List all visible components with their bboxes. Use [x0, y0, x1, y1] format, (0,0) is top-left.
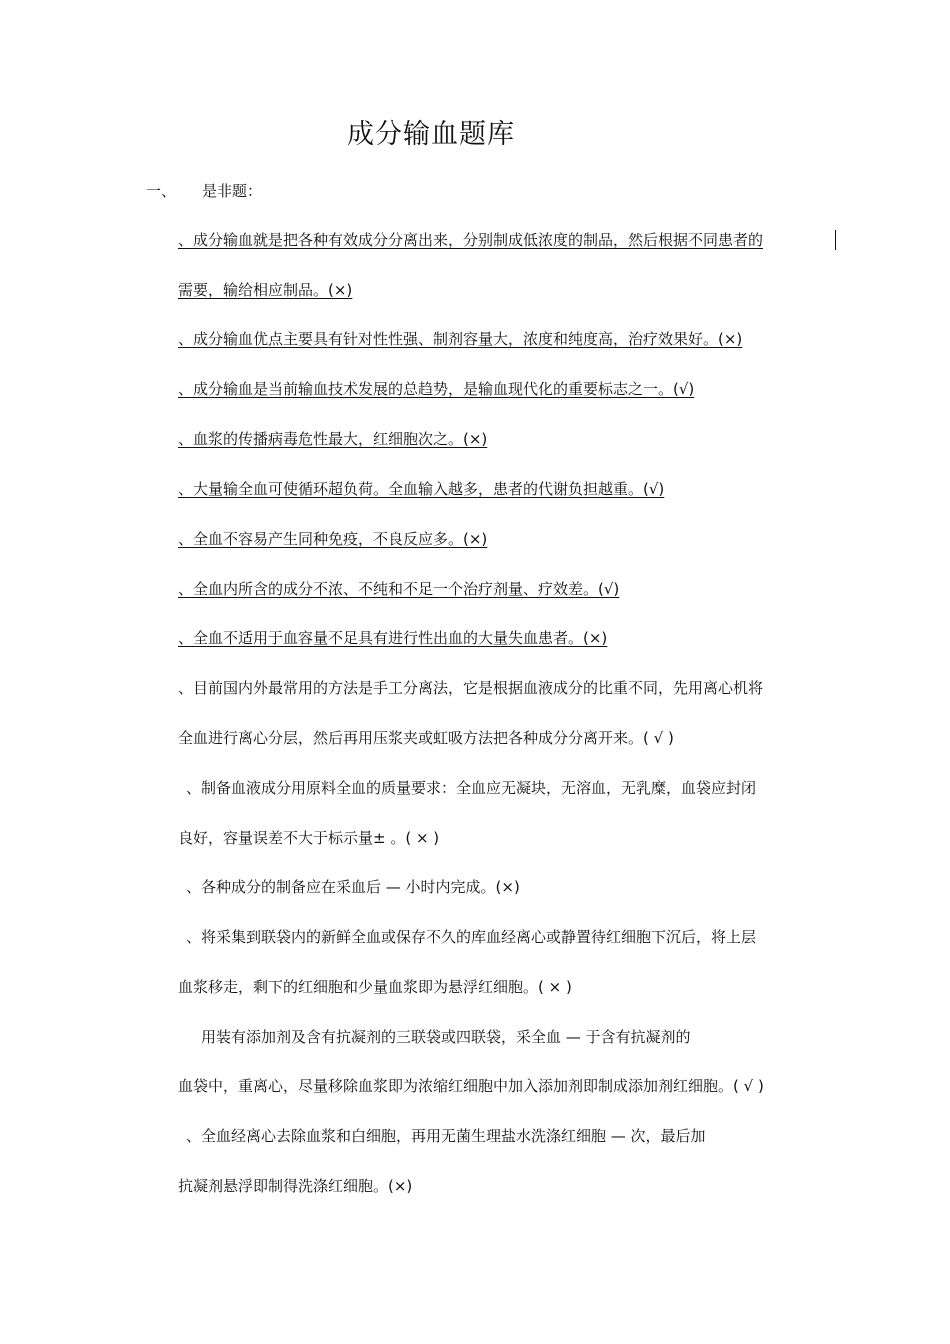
question-line-7: 、全血不容易产生同种免疫，不良反应多。(×): [178, 530, 488, 548]
question-line-6: 、大量输全血可使循环超负荷。全血输入越多，患者的代谢负担越重。(√): [178, 480, 665, 498]
question-line-14: 、各种成分的制备应在采血后 — 小时内完成。(×): [186, 878, 520, 896]
question-line-17: 用装有添加剂及含有抗凝剂的三联袋或四联袋，采全血 — 于含有抗凝剂的: [201, 1028, 691, 1046]
text-cursor: [835, 230, 836, 250]
page-title: 成分输血题库: [347, 119, 515, 150]
question-line-20: 抗凝剂悬浮即制得洗涤红细胞。(×): [178, 1177, 413, 1195]
question-line-10: 、目前国内外最常用的方法是手工分离法，它是根据血液成分的比重不同，先用离心机将: [178, 679, 764, 697]
question-line-13: 良好，容量误差不大于标示量± 。( × ): [178, 829, 440, 847]
question-line-16: 血浆移走，剩下的红细胞和少量血浆即为悬浮红细胞。( × ): [178, 978, 572, 996]
question-line-8: 、全血内所含的成分不浓、不纯和不足一个治疗剂量、疗效差。(√): [178, 580, 620, 598]
question-line-9: 、全血不适用于血容量不足具有进行性出血的大量失血患者。(×): [178, 629, 608, 647]
question-line-4: 、成分输血是当前输血技术发展的总趋势，是输血现代化的重要标志之一。(√): [178, 380, 695, 398]
question-line-3: 、成分输血优点主要具有针对性性强、制剂容量大，浓度和纯度高，治疗效果好。(×): [178, 330, 743, 348]
section-number: 一、: [146, 182, 177, 200]
question-line-18: 血袋中，重离心，尽量移除血浆即为浓缩红细胞中加入添加剂即制成添加剂红细胞。( √ ): [178, 1077, 764, 1095]
question-line-19: 、全血经离心去除血浆和白细胞，再用无菌生理盐水洗涤红细胞 — 次，最后加: [186, 1127, 706, 1145]
question-line-11: 全血进行离心分层，然后再用压浆夹或虹吸方法把各种成分分离开来。( √ ): [178, 729, 674, 747]
question-line-2: 需要，输给相应制品。(×): [178, 281, 353, 299]
question-line-1: 、成分输血就是把各种有效成分分离出来，分别制成低浓度的制品，然后根据不同患者的: [178, 231, 764, 249]
question-line-12: 、制备血液成分用原料全血的质量要求：全血应无凝块，无溶血，无乳糜，血袋应封闭: [186, 779, 757, 797]
question-line-5: 、血浆的传播病毒危性最大，红细胞次之。(×): [178, 430, 488, 448]
section-label: 是非题：: [202, 182, 263, 200]
question-line-15: 、将采集到联袋内的新鲜全血或保存不久的库血经离心或静置待红细胞下沉后，将上层: [186, 928, 757, 946]
